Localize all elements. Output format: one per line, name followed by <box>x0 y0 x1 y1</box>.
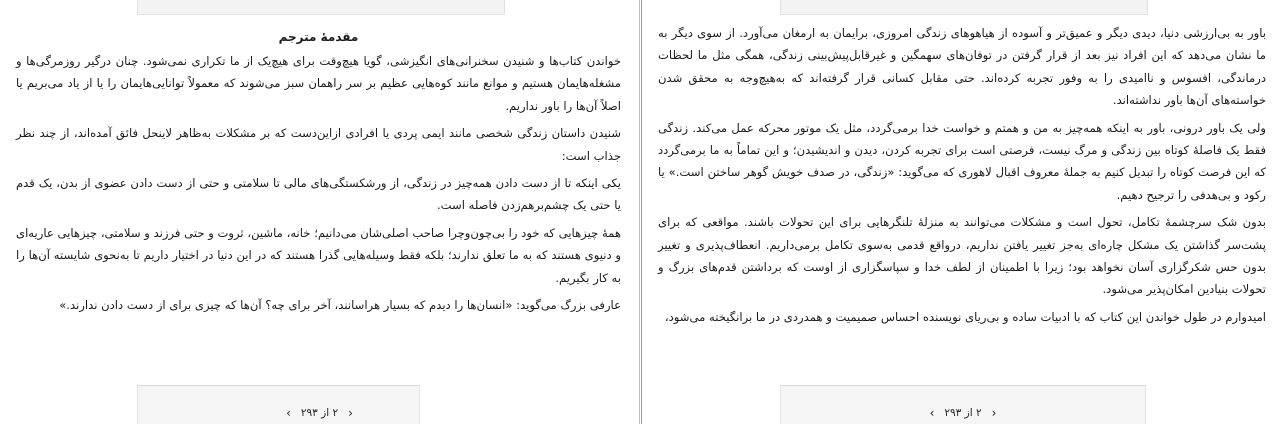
paragraph: باور به بی‌ارزشی دنیا، دیدی دیگر و عمیق‌تر و آسوده از هیاهوهای زندگی امروزی، برایمان به ارمغان می‌آورد. از سوی دیگر به ما نشان می‌دهد که این افراد نیز بعد از قرار گرفتن در توفان‌های سهمگین و غیرقابل‌پیش‌بینی زندگی، همگی مثل ما لحظات درماندگی، افسوس و ناامیدی را به وفور تجربه کرده‌اند. حتی مقابل کسانی قرار گرفته‌اند که به‌هیچ‌وجه به محقق شدن خواسته‌های آن‌ها باور نداشته‌اند. <box>658 26 1266 108</box>
prev-page-icon[interactable]: ‹ <box>286 406 291 420</box>
next-page-icon[interactable]: › <box>348 406 353 420</box>
left-page <box>0 0 640 424</box>
paragraph: امیدوارم در طول خواندن این کتاب که با ادبیات ساده و بی‌ریای نویسنده احساس صمیمیت و همدردی در ما برانگیخته می‌شود، <box>664 309 1266 324</box>
right-page <box>641 0 1284 424</box>
paragraph: خواندن کتاب‌ها و شنیدن سخنرانی‌های انگیزشی، گویا هیچ‌وقت برای هیچ‌یک از ما تکراری نمی‌شود. چنان درگیر روزمرگی‌ها و مشغله‌هایمان هستیم و موانع مانند کوه‌هایی عظیم بر سر راهمان سبز می‌شوند که معمولاً توانایی‌هایمان را یا از یاد می‌بریم یا اصلاً آن‌ها را باور نداریم. <box>16 54 621 113</box>
page-indicator: ۲ از ۲۹۳ <box>944 407 982 419</box>
paragraph: یکی اینکه تا از دست دادن همه‌چیز در زندگی، از ورشکستگی‌های مالی تا سلامتی و حتی از دست دادن عضوی از بدن، یک قدم یا حتی یک چشم‌برهم‌زدن فاصله است. <box>16 176 621 213</box>
next-page-icon[interactable]: › <box>991 406 997 420</box>
paragraph: عارفی بزرگ می‌گوید: «انسان‌ها را دیدم که بسیار هراسانند، آخر برای چه؟ آن‌ها که چیزی برای از دست دادن ندارند.» <box>59 298 621 313</box>
page-navigator <box>0 406 639 420</box>
page-navigator <box>642 406 1284 420</box>
chapter-title: مقدمهٔ مترجم <box>278 30 359 44</box>
paragraph: ولی یک باور درونی، باور به اینکه همه‌چیز به من و همتم و خواست خدا برمی‌گردد، مثل یک موتور محرکه عمل می‌کند. زندگی فقط یک فاصلهٔ کوتاه بین زندگی و مرگ نیست، فرصتی است برای تجربه کردن، دیدن و اندیشیدن؛ و این تماماً به ما برمی‌گردد که این فرصت کوتاه را تبدیل کنیم به جملهٔ معروف اقبال لاهوری که می‌گوید: «زندگی، در صدف خویش گوهر ساختن است.» یا رکود و بی‌هدفی را ترجیح دهیم. <box>658 120 1266 202</box>
prev-page-icon[interactable]: ‹ <box>929 406 935 420</box>
top-scroll-strip <box>780 0 1148 15</box>
page-text <box>658 22 1266 333</box>
page-text <box>16 22 621 321</box>
paragraph: شنیدن داستان زندگی شخصی مانند ایمی پردی یا افرادی ازاین‌دست که بر مشکلات به‌ظاهر لاینحل فائق آمده‌اند، از چند نظر جذاب است: <box>16 126 621 163</box>
paragraph: بدون شک سرچشمهٔ تکامل، تحول است و مشکلات می‌توانند به منزلهٔ تلنگرهایی برای این تحولات باشند. مواقعی که برای پشت‌سر گذاشتن یک مشکل چاره‌ای به‌جز تغییر یافتن نداریم، درواقع قدمی به‌سوی تکامل برمی‌داریم. انعطاف‌پذیری و تغییر بدون حس شکرگزاری آسان نخواهد بود؛ زیرا با اطمینان از لطف خدا و سپاسگزاری از اوست که برداشتن قدم‌های بزرگ و تحولات بنیادین امکان‌پذیر می‌شود. <box>658 215 1266 297</box>
page-indicator: ۲ از ۲۹۳ <box>300 407 339 419</box>
top-scroll-strip <box>137 0 505 15</box>
paragraph: همهٔ چیزهایی که خود را بی‌چون‌وچرا صاحب اصلی‌شان می‌دانیم؛ خانه، ماشین، ثروت و حتی فرزند و سلامتی، چیزهایی عاریه‌ای و دنیوی هستند که به ما تعلق ندارند؛ بلکه فقط وسیله‌هایی گذرا هستند که در این دنیا در اختیار داریم تا به‌نحوی شایسته آن‌ها را به کار بگیریم. <box>16 225 621 285</box>
